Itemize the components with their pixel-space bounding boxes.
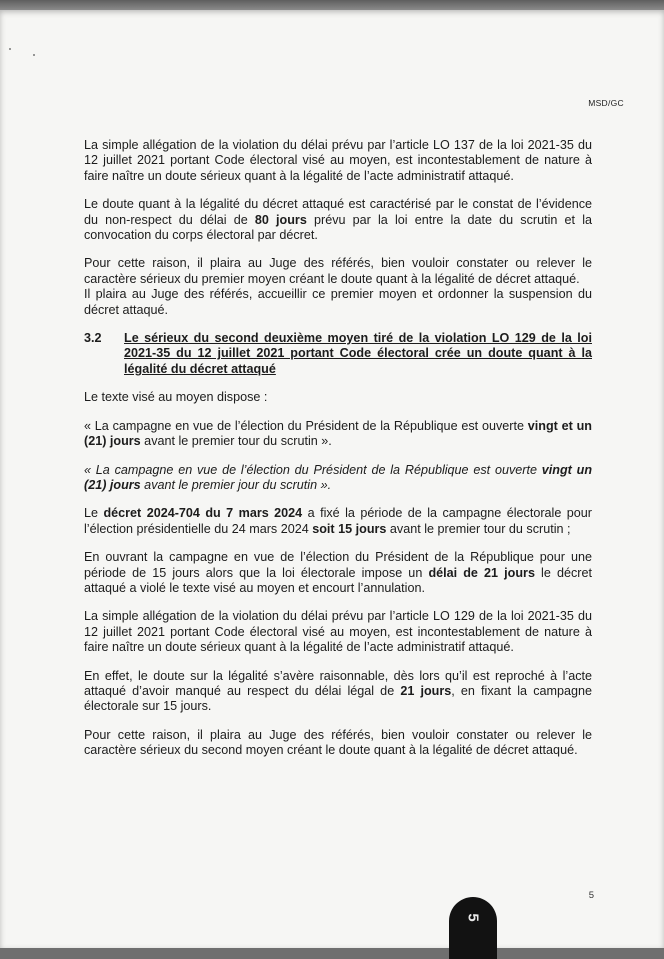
scan-speck: [33, 54, 35, 56]
paragraph: Il plaira au Juge des référés, accueillir ce premier moyen et ordonner la suspension du décret attaqué.: [84, 287, 592, 317]
page-number: 5: [588, 890, 594, 901]
section-heading: [84, 331, 592, 377]
paragraph: Le décret 2024-704 du 7 mars 2024 a fixé la période de la campagne électorale pour l’élection présidentielle du 24 mars 2024 soit 15 jours avant le premier tour du scrutin ;: [84, 506, 592, 536]
paragraph: Le texte visé au moyen dispose :: [84, 390, 268, 405]
paragraph: Pour cette raison, il plaira au Juge des référés, bien vouloir constater ou relever le caractère sérieux du second moyen créant le doute quant à la légalité de décret attaqué.: [84, 727, 592, 758]
page-stamp: [449, 897, 497, 959]
quote: « La campagne en vue de l’élection du Président de la République est ouverte vingt et un (21) jours avant le premier tour du scrutin ».: [84, 418, 592, 449]
paragraph: La simple allégation de la violation du délai prévu par l’article LO 137 de la loi 2021-35 du 12 juillet 2021 portant Code électoral visé au moyen, est incontestablement de nature à faire naître un doute sérieux quant à la légalité de l’acte administratif attaqué.: [84, 138, 592, 183]
paragraph: En effet, le doute sur la légalité s’avère raisonnable, dès lors qu’il est reproché à l’acte attaqué d’avoir manqué au respect du délai légal de 21 jours, en fixant la campagne électorale sur 15 jours.: [84, 668, 593, 714]
paragraph: La simple allégation de la violation du délai prévu par l’article LO 129 de la loi 2021-35 du 12 juillet 2021 portant Code électoral visé au moyen, est incontestablement de nature à faire naître un doute sérieux quant à la légalité de l’acte administratif attaqué.: [84, 609, 592, 655]
document-body: [84, 138, 592, 772]
document-reference: MSD/GC: [588, 98, 624, 108]
document-page: [0, 10, 664, 948]
paragraph: Pour cette raison, il plaira au Juge des référés, bien vouloir constater ou relever le caractère sérieux du premier moyen créant le doute quant à la légalité de décret attaqué.: [84, 256, 592, 286]
paragraph: En ouvrant la campagne en vue de l’élection du Président de la République pour une période de 15 jours alors que la loi électorale impose un délai de 21 jours le décret attaqué a violé le texte visé au moyen et encourt l’annulation.: [84, 550, 592, 595]
scan-top-edge: [0, 0, 664, 10]
scan-speck: [9, 48, 11, 50]
paragraph: Le doute quant à la légalité du décret attaqué est caractérisé par le constat de l’évidence du non-respect du délai de 80 jours prévu par la loi entre la date du scrutin et la convocation du corps électoral par décret.: [84, 197, 593, 243]
quote-italic: « La campagne en vue de l’élection du Président de la République est ouverte vingt un (21) jours avant le premier jour du scrutin ».: [84, 462, 593, 492]
section-title: Le sérieux du second deuxième moyen tiré de la violation LO 129 de la loi 2021-35 du 12 juillet 2021 portant Code électoral crée un doute quant à la légalité du décret attaqué: [124, 331, 592, 376]
section-number: 3.2: [84, 331, 102, 346]
stamp-number: 5: [464, 913, 482, 922]
